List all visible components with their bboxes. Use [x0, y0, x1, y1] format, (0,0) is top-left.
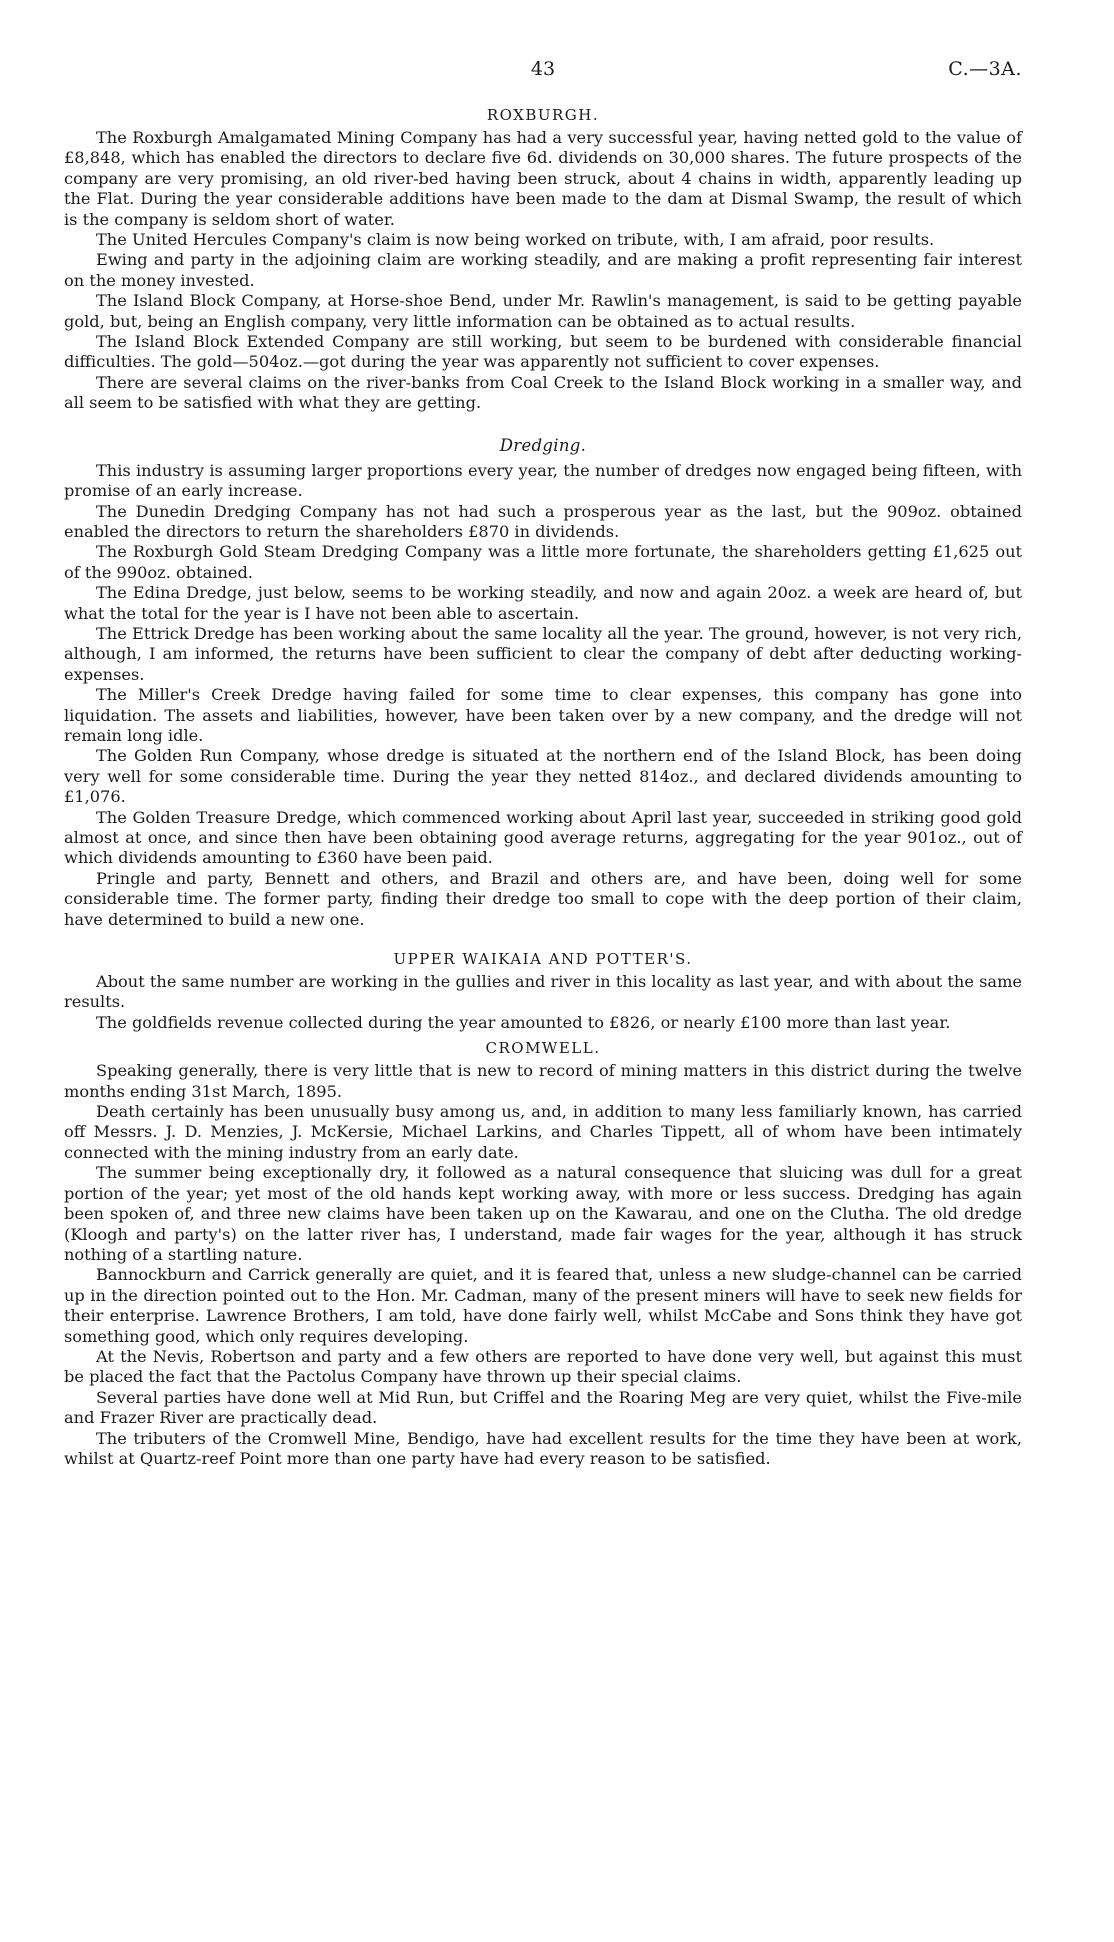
section-roxburgh: [64, 106, 1022, 414]
section-upper-waikaia: [64, 950, 1022, 1033]
paragraph: The goldfields revenue collected during the year amounted to £826, or nearly £100 more than last year.: [96, 1012, 951, 1032]
paragraph: The Golden Run Company, whose dredge is situated at the northern end of the Island Block, has been doing very well for some considerable time. During the year they netted 814oz., and declared dividends amounting to £1,076.: [64, 746, 1022, 807]
paragraph: The Island Block Extended Company are still working, but seem to be burdened with considerable financial difficulties. The gold—504oz.—got during the year was apparently not sufficient to cover expenses.: [64, 332, 1022, 372]
paragraph: The tributers of the Cromwell Mine, Bendigo, have had excellent results for the time they have been at work, whilst at Quartz-reef Point more than one party have had every reason to be satisfied.: [64, 1428, 1022, 1468]
paragraph: The Roxburgh Amalgamated Mining Company has had a very successful year, having netted gold to the value of £8,848, which has enabled the directors to declare five 6d. dividends on 30,000 shares. The future prospects of the company are very promising, an old river-bed having been struck, about 4 chains in width, apparently leading up the Flat. During the year considerable additions have been made to the dam at Dismal Swamp, the result of which is the company is seldom short of water.: [64, 128, 1022, 229]
section-heading: Dredging.: [499, 435, 587, 455]
section-dredging: [64, 436, 1022, 930]
section-heading: ROXBURGH.: [486, 106, 600, 124]
section-cromwell: [64, 1039, 1022, 1469]
paragraph: The Edina Dredge, just below, seems to be working steadily, and now and again 20oz. a week are heard of, but what the total for the year is I have not been able to ascertain.: [64, 583, 1022, 623]
paragraph: The Roxburgh Gold Steam Dredging Company was a little more fortunate, the shareholders getting £1,625 out of the 990oz. obtained.: [64, 542, 1022, 582]
paragraph: Bannockburn and Carrick generally are quiet, and it is feared that, unless a new sludge-channel can be carried up in the direction pointed out to the Hon. Mr. Cadman, many of the present miners will have to seek new fields for their enterprise. Lawrence Brothers, I am told, have done fairly well, whilst McCabe and Sons think they have got something good, which only requires developing.: [64, 1265, 1022, 1346]
page-header: [64, 58, 1022, 100]
paragraph: The Island Block Company, at Horse-shoe Bend, under Mr. Rawlin's management, is said to be getting payable gold, but, being an English company, very little information can be obtained as to actual results.: [64, 291, 1022, 331]
page-number: 43: [530, 58, 556, 80]
section-heading: UPPER WAIKAIA AND POTTER'S.: [393, 950, 693, 969]
paragraph: Pringle and party, Bennett and others, and Brazil and others are, and have been, doing well for some considerable time. The former party, finding their dredge too small to cope with the deep portion of their claim, have determined to build a new one.: [64, 868, 1022, 929]
paragraph: Ewing and party in the adjoining claim are working steadily, and are making a profit representing fair interest on the money invested.: [64, 250, 1022, 290]
section-heading: CROMWELL.: [485, 1039, 601, 1058]
paragraph: This industry is assuming larger proportions every year, the number of dredges now engaged being fifteen, with promise of an early increase.: [64, 460, 1022, 501]
paragraph: The summer being exceptionally dry, it followed as a natural consequence that sluicing was dull for a great portion of the year; yet most of the old hands kept working away, with more or less success. Dredging has again been spoken of, and three new claims have been taken up on the Kawarau, and one on the Clutha. The old dredge (Kloogh and party's) on the latter river has, I understand, made fair wages for the year, although it has struck nothing of a startling nature.: [64, 1163, 1022, 1264]
paragraph: Speaking generally, there is very little that is new to record of mining matters in this district during the twelve months ending 31st March, 1895.: [64, 1061, 1022, 1101]
paragraph: The Miller's Creek Dredge having failed for some time to clear expenses, this company has gone into liquidation. The assets and liabilities, however, have been taken over by a new company, and the dredge will not remain long idle.: [64, 685, 1022, 745]
paragraph: There are several claims on the river-banks from Coal Creek to the Island Block working in a smaller way, and all seem to be satisfied with what they are getting.: [64, 372, 1022, 413]
paragraph: The Golden Treasure Dredge, which commenced working about April last year, succeeded in striking good gold almost at once, and since then have been obtaining good average returns, aggregating for the year 901oz., out of which dividends amounting to £360 have been paid.: [64, 807, 1022, 868]
paragraph: At the Nevis, Robertson and party and a few others are reported to have done very well, but against this must be placed the fact that the Pactolus Company have thrown up their special claims.: [64, 1346, 1022, 1387]
paragraph: Death certainly has been unusually busy among us, and, in addition to many less familiarly known, has carried off Messrs. J. D. Menzies, J. McKersie, Michael Larkins, and Charles Tippett, all of whom have been intimately connected with the mining industry from an early date.: [64, 1102, 1022, 1162]
paragraph: About the same number are working in the gullies and river in this locality as last year, and with about the same results.: [64, 972, 1022, 1012]
paragraph: The Ettrick Dredge has been working about the same locality all the year. The ground, however, is not very rich, although, I am informed, the returns have been sufficient to clear the company of debt after deducting working-expenses.: [64, 623, 1022, 684]
paragraph: The United Hercules Company's claim is now being worked on tribute, with, I am afraid, poor results.: [96, 230, 935, 250]
paragraph: Several parties have done well at Mid Run, but Criffel and the Roaring Meg are very quiet, whilst the Five-mile and Frazer River are practically dead.: [64, 1387, 1022, 1428]
document-reference: C.—3A.: [948, 58, 1022, 80]
paragraph: The Dunedin Dredging Company has not had such a prosperous year as the last, but the 909oz. obtained enabled the directors to return the shareholders £870 in dividends.: [64, 501, 1022, 541]
